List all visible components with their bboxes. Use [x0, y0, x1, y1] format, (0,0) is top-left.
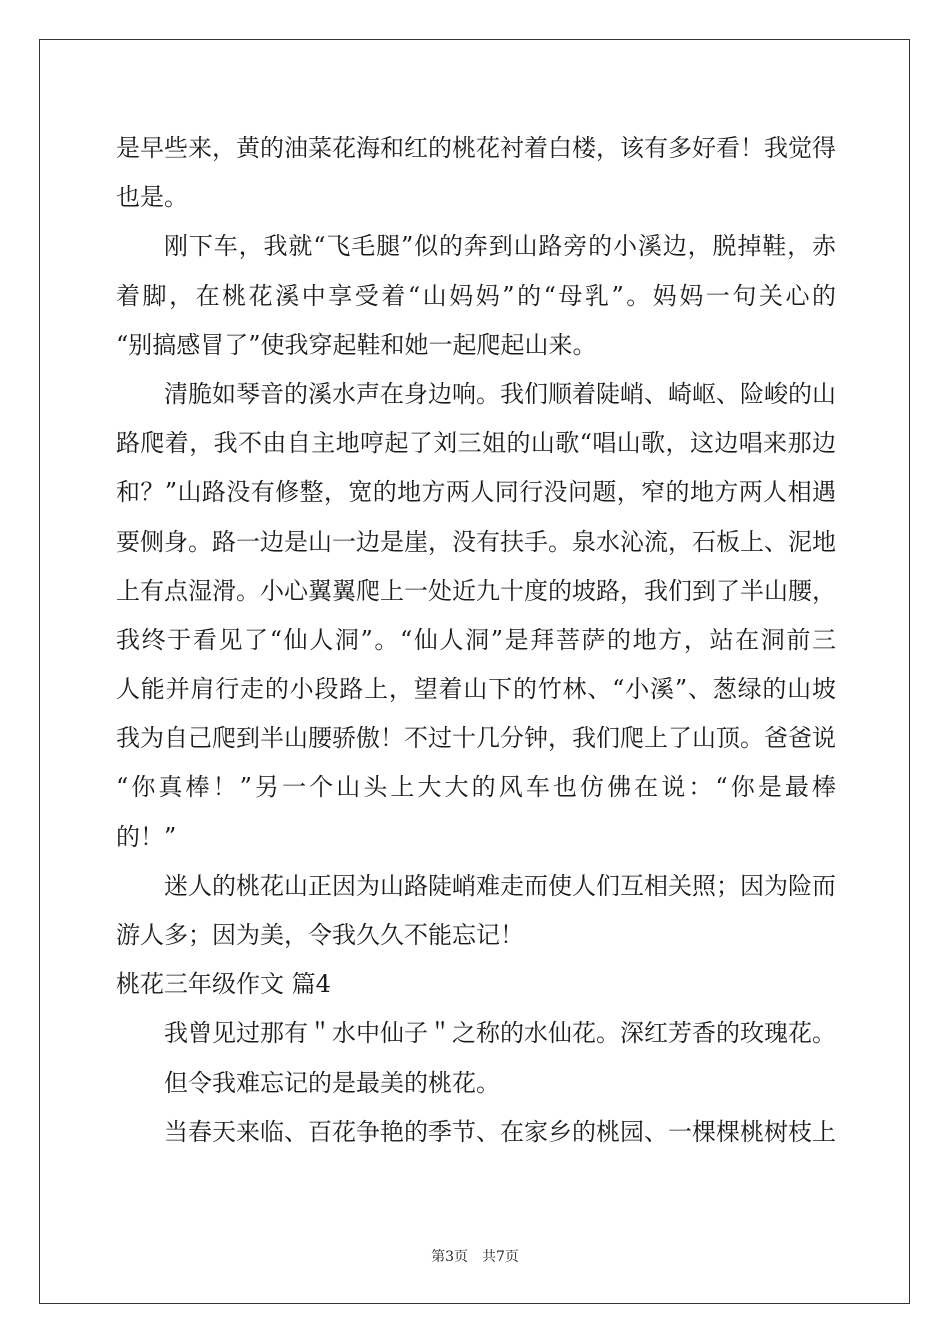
text-line: “你真棒！”另一个山头上大大的风车也仿佛在说：“你是最棒 — [116, 773, 836, 802]
paragraph-first-line: 迷人的桃花山正因为山路陡峭难走而使人们互相关照；因为险而 — [164, 871, 836, 900]
text-line: 上有点湿滑。小心翼翼爬上一处近九十度的坡路，我们到了半山腰， — [116, 576, 836, 605]
paragraph-first-line: 清脆如琴音的溪水声在身边响。我们顺着陡峭、崎岖、险峻的山 — [164, 379, 836, 408]
text-line: 游人多；因为美，令我久久不能忘记！ — [116, 921, 524, 949]
paragraph-first-line: 我曾见过那有＂水中仙子＂之称的水仙花。深红芳香的玫瑰花。 — [164, 1019, 836, 1048]
text-line: 着脚，在桃花溪中享受着“山妈妈”的“母乳”。妈妈一句关心的 — [116, 281, 836, 310]
text-line: “别搞感冒了”使我穿起鞋和她一起爬起山来。 — [116, 330, 597, 359]
text-line: 和？”山路没有修整，宽的地方两人同行没问题，窄的地方两人相遇 — [116, 478, 836, 507]
text-line: 我终于看见了“仙人洞”。“仙人洞”是拜菩萨的地方，站在洞前三 — [116, 625, 836, 654]
page-number-footer: 第3页 共7页 — [431, 1249, 519, 1265]
section-heading: 桃花三年级作文 篇4 — [116, 970, 331, 999]
text-line: 路爬着，我不由自主地哼起了刘三姐的山歌“唱山歌，这边唱来那边 — [116, 429, 836, 458]
text-line: 的！” — [116, 822, 177, 851]
text-line: 人能并肩行走的小段路上，望着山下的竹林、“小溪”、葱绿的山坡 — [116, 675, 836, 704]
text-line: 我为自己爬到半山腰骄傲！不过十几分钟，我们爬上了山顶。爸爸说 — [116, 724, 836, 753]
text-line: 也是。 — [116, 183, 188, 212]
paragraph-first-line: 但令我难忘记的是最美的桃花。 — [164, 1068, 500, 1097]
text-line: 要侧身。路一边是山一边是崖，没有扶手。泉水沁流，石板上、泥地 — [116, 527, 836, 556]
document-body — [116, 124, 836, 1157]
text-line: 是早些来，黄的油菜花海和红的桃花衬着白楼，该有多好看！我觉得 — [116, 134, 836, 162]
paragraph-first-line: 刚下车，我就“飞毛腿”似的奔到山路旁的小溪边，脱掉鞋，赤 — [164, 232, 836, 261]
paragraph-first-line: 当春天来临、百花争艳的季节、在家乡的桃园、一棵棵桃树枝上 — [164, 1117, 836, 1146]
